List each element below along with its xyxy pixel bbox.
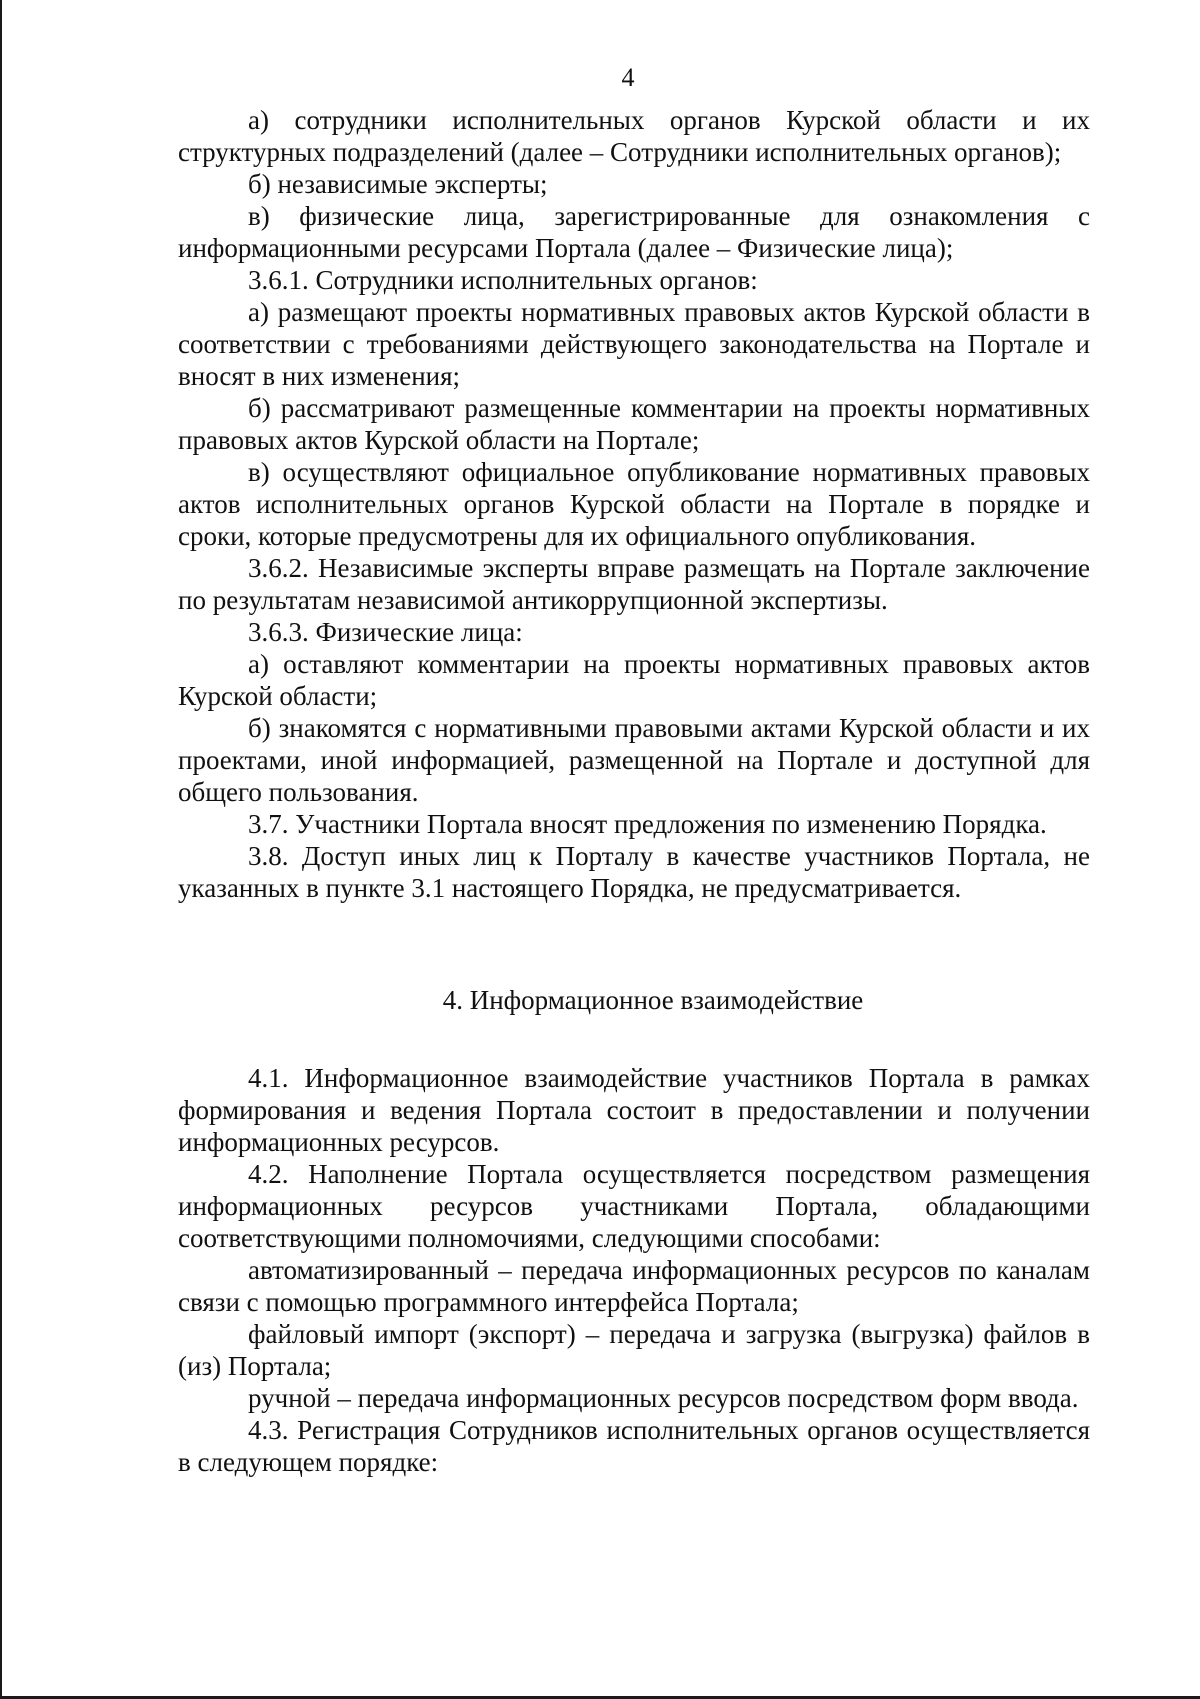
paragraph: б) независимые эксперты; [248,169,548,199]
page-number: 4 [621,63,635,92]
paragraph: а) размещают проекты нормативных правовых актов Курской области в соответствии с требованиями действующего законодательства на Портале и вносят в них изменения; [178,297,1090,391]
paragraph: б) знакомятся с нормативными правовыми актами Курской области и их проектами, иной информацией, размещенной на Портале и доступной для общего пользования. [178,713,1090,807]
paragraph: 3.8. Доступ иных лиц к Порталу в качестве участников Портала, не указанных в пункте 3.1 настоящего Порядка, не предусматривается. [178,841,1090,903]
scan-left-edge [0,0,2,1699]
paragraph: 3.6.2. Независимые эксперты вправе размещать на Портале заключение по результатам независимой антикоррупционной экспертизы. [178,553,1090,615]
paragraph: 4.3. Регистрация Сотрудников исполнительных органов осуществляется в следующем порядке: [178,1415,1090,1477]
paragraph: 4.1. Информационное взаимодействие участников Портала в рамках формирования и ведения Портала состоит в предоставлении и получении информационных ресурсов. [178,1063,1090,1157]
paragraph: 3.6.3. Физические лица: [248,617,523,647]
paragraph: автоматизированный – передача информационных ресурсов по каналам связи с помощью программного интерфейса Портала; [178,1255,1090,1317]
paragraph: в) физические лица, зарегистрированные для ознакомления с информационными ресурсами Портала (далее – Физические лица); [178,201,1090,263]
section-heading: 4. Информационное взаимодействие [442,985,864,1015]
paragraph: а) сотрудники исполнительных органов Курской области и их структурных подразделений (далее – Сотрудники исполнительных органов); [178,105,1090,167]
paragraph: 3.6.1. Сотрудники исполнительных органов: [248,265,758,295]
paragraph: 4.2. Наполнение Портала осуществляется посредством размещения информационных ресурсов участниками Портала, обладающими соответствующими полномочиями, следующими способами: [178,1159,1090,1253]
paragraph: в) осуществляют официальное опубликование нормативных правовых актов исполнительных органов Курской области на Портале в порядке и сроки, которые предусмотрены для их официального опубликования. [178,457,1090,551]
paragraph: а) оставляют комментарии на проекты нормативных правовых актов Курской области; [178,649,1090,711]
document-body [178,104,1090,1478]
paragraph: ручной – передача информационных ресурсов посредством форм ввода. [248,1383,1079,1413]
paragraph: б) рассматривают размещенные комментарии на проекты нормативных правовых актов Курской области на Портале; [178,393,1090,455]
paragraph: файловый импорт (экспорт) – передача и загрузка (выгрузка) файлов в (из) Портала; [178,1319,1090,1381]
paragraph: 3.7. Участники Портала вносят предложения по изменению Порядка. [248,809,1047,839]
section-spacer [178,904,1090,984]
section-spacer [178,1016,1090,1062]
